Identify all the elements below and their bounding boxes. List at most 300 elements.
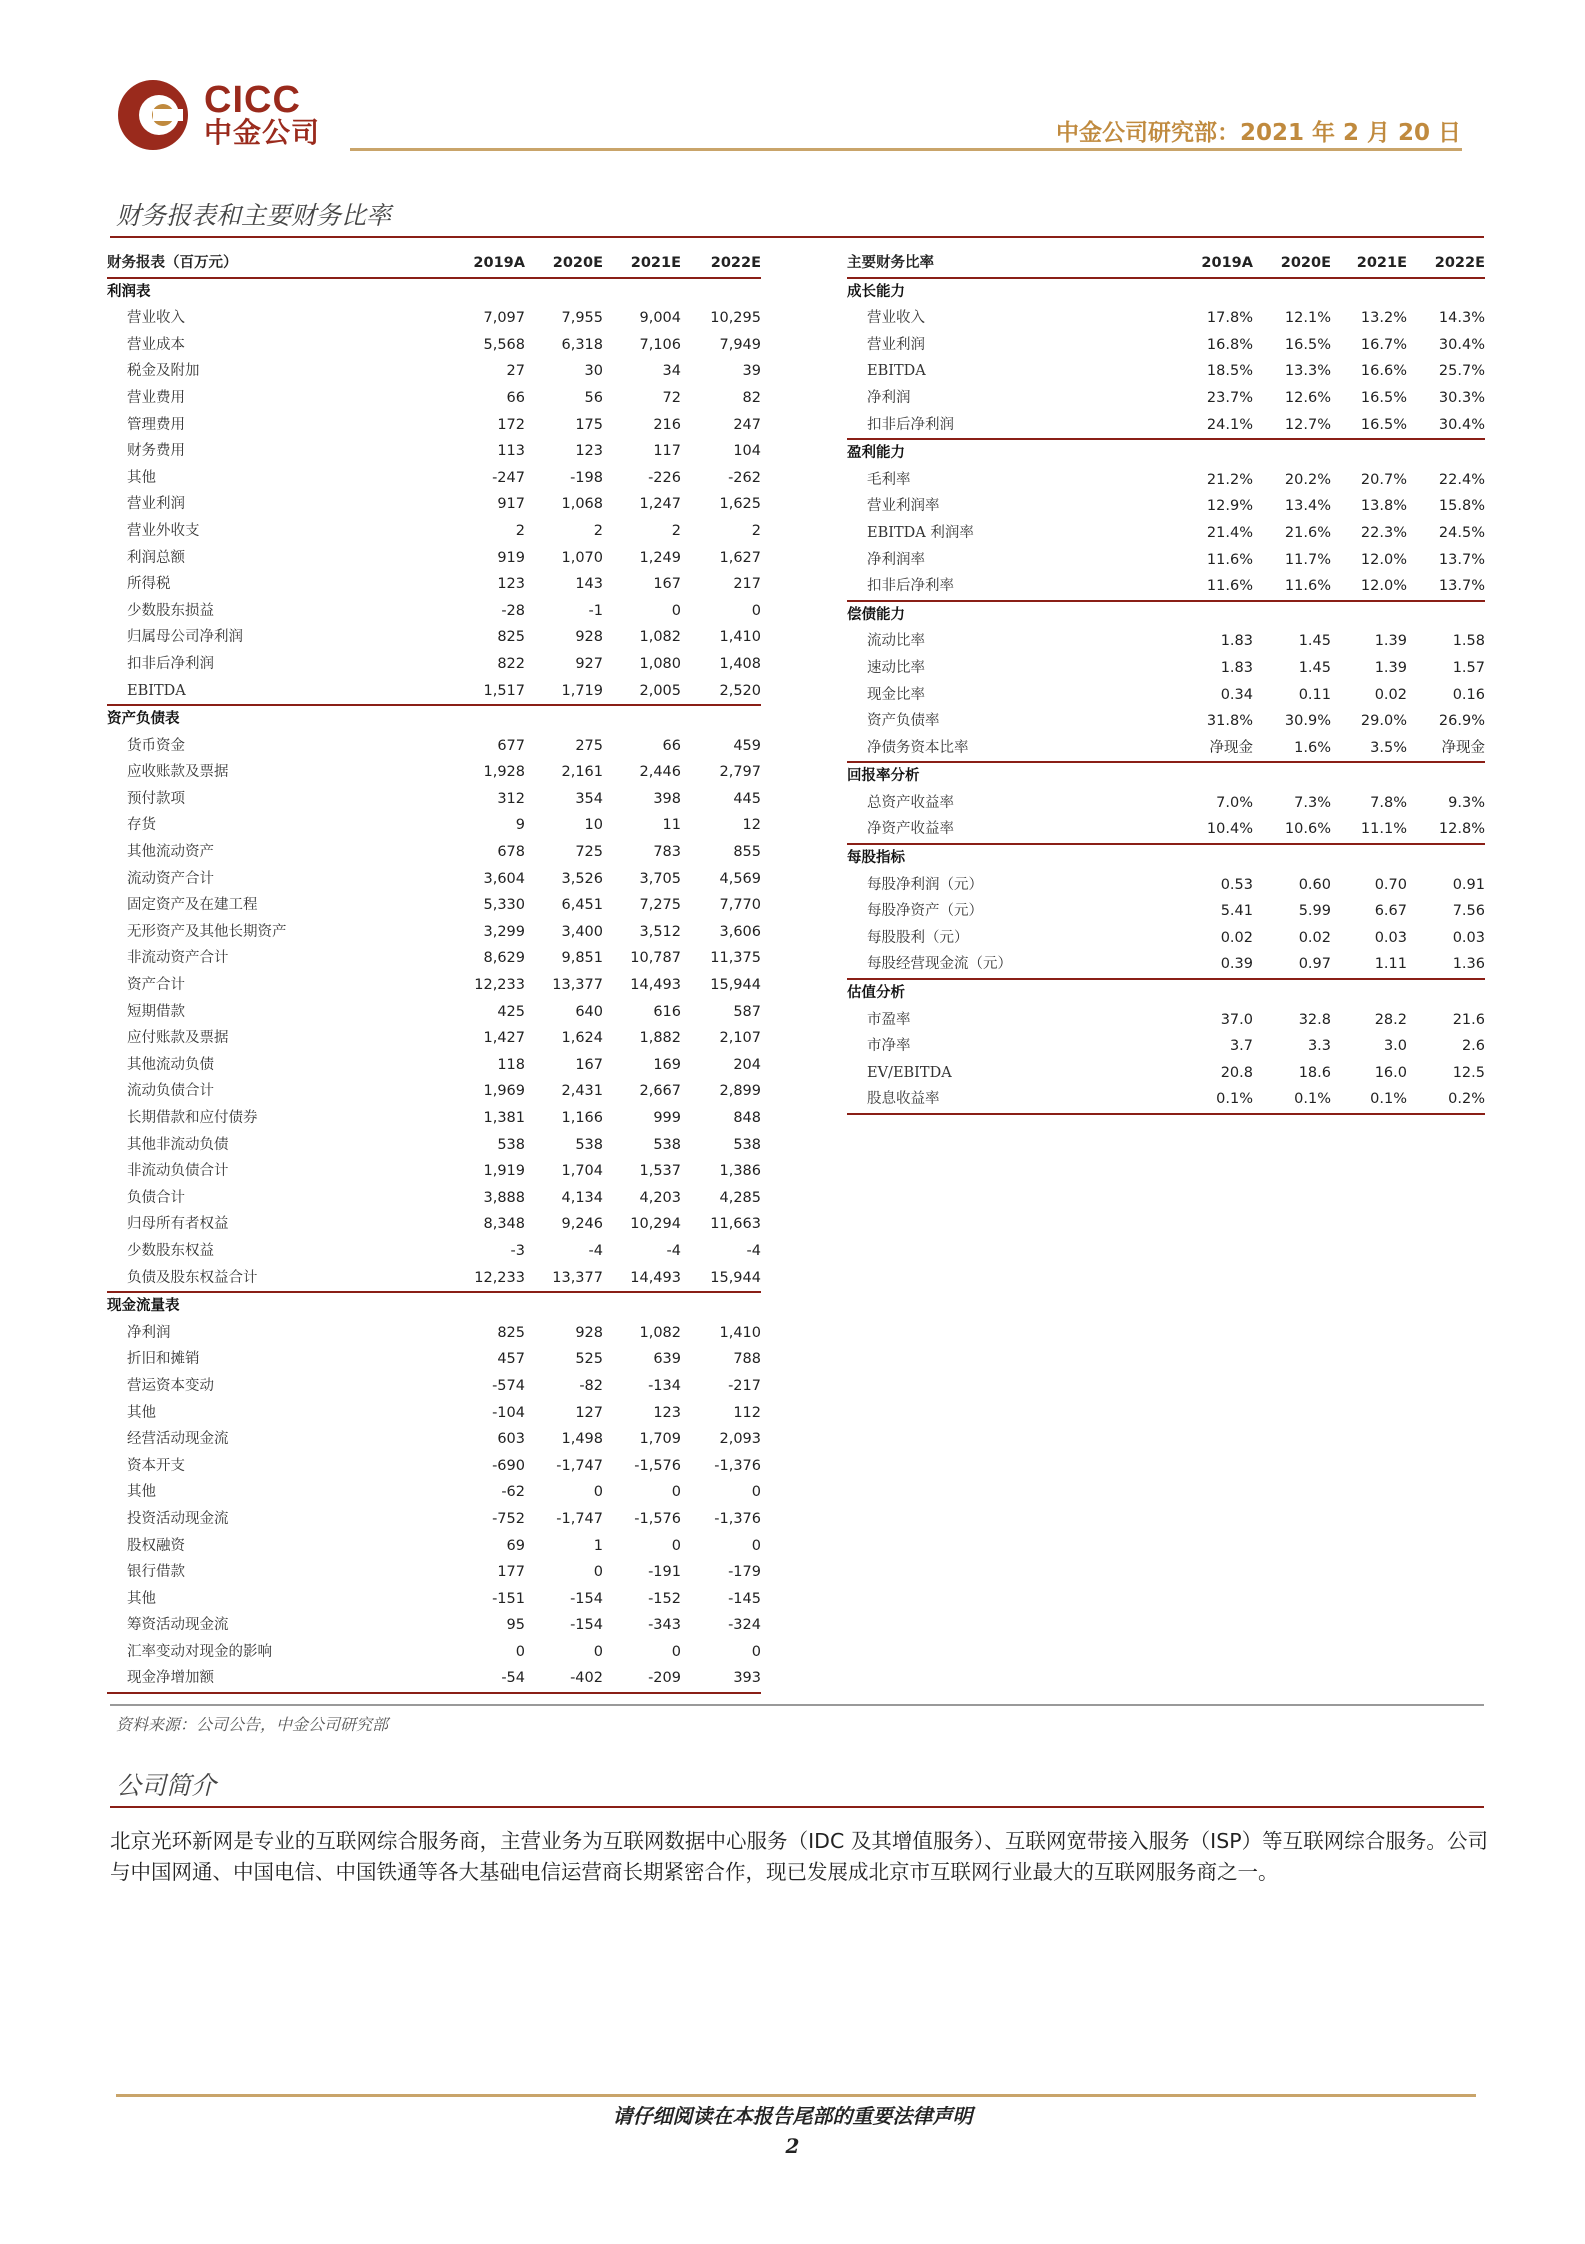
cell-value: 538 [733, 1136, 761, 1153]
cell-value: -1,376 [714, 1510, 761, 1527]
cell-value: 3,299 [483, 923, 525, 940]
table-row [847, 520, 1485, 547]
cell-value: 0 [671, 1537, 681, 1554]
row-label: 非流动资产合计 [127, 950, 229, 967]
cell-value: -690 [492, 1457, 525, 1474]
cell-value: 1,704 [561, 1163, 603, 1180]
table-row [107, 358, 761, 385]
cell-value: 0 [593, 1564, 603, 1581]
table-row [107, 1639, 761, 1666]
row-label: 流动资产合计 [127, 870, 214, 887]
cell-value: 10 [584, 817, 603, 834]
table-row [847, 735, 1485, 763]
cell-value: -152 [648, 1590, 681, 1607]
cell-value: 445 [733, 790, 761, 807]
cell-value: 1,410 [719, 629, 761, 646]
cell-value: 66 [506, 389, 525, 406]
cell-value: 13.7% [1438, 551, 1485, 568]
row-label: 货币资金 [127, 737, 185, 754]
cell-value: -226 [648, 469, 681, 486]
cell-value: 18.5% [1206, 363, 1253, 380]
table-row [107, 1158, 761, 1185]
cell-value: 2,161 [561, 764, 603, 781]
table-section-row [107, 705, 761, 733]
row-label: 汇率变动对现金的影响 [127, 1643, 272, 1660]
row-label: 市盈率 [867, 1011, 911, 1028]
cell-value: 14,493 [603, 1265, 681, 1293]
cell-value: 7.3% [1294, 794, 1331, 811]
cell-value: 25.7% [1438, 363, 1485, 380]
table-section-row [847, 762, 1485, 790]
cell-value: 1,627 [719, 549, 761, 566]
financial-statements-table [107, 250, 761, 1694]
cell-value: 459 [733, 737, 761, 754]
row-label: 负债及股东权益合计 [107, 1265, 447, 1293]
cell-value: 5,330 [483, 897, 525, 914]
cell-value: 1,498 [561, 1431, 603, 1448]
table-row [107, 972, 761, 999]
cell-value: -1,747 [556, 1457, 603, 1474]
cell-value: 69 [506, 1537, 525, 1554]
cell-value: 855 [733, 844, 761, 861]
table-row [847, 872, 1485, 899]
table-row [107, 1185, 761, 1212]
table-row [847, 925, 1485, 952]
row-label: 长期借款和应付债券 [127, 1110, 258, 1126]
table-row [107, 1665, 761, 1693]
cell-value: 29.0% [1360, 713, 1407, 730]
year-header: 2021E [603, 250, 681, 278]
cell-value: 603 [497, 1431, 525, 1448]
row-label: 折旧和摊销 [127, 1351, 200, 1368]
row-label: 资产合计 [127, 977, 185, 994]
cell-value: 24.1% [1175, 412, 1253, 440]
table-row [107, 1559, 761, 1586]
section-label: 资产负债表 [107, 710, 180, 728]
cell-value: -3 [510, 1242, 525, 1259]
cell-value: 9,246 [561, 1216, 603, 1233]
cell-value: 1,381 [483, 1110, 525, 1126]
table-row [847, 385, 1485, 412]
table-row [107, 1426, 761, 1453]
cell-value: 39 [742, 363, 761, 380]
cell-value: 6.67 [1374, 903, 1407, 920]
cell-value: 677 [497, 737, 525, 754]
table-row [847, 412, 1485, 440]
row-label: 净利润 [867, 389, 911, 406]
row-label: 银行借款 [127, 1564, 185, 1581]
cell-value: 1,247 [639, 496, 681, 513]
cell-value: 7,275 [639, 897, 681, 914]
cell-value: 净现金 [1175, 735, 1253, 763]
row-label: 负债合计 [127, 1189, 185, 1206]
table-row [107, 1132, 761, 1159]
cell-value: 34 [662, 363, 681, 380]
cell-value: 7,097 [483, 310, 525, 327]
row-label: 净利润 [127, 1324, 171, 1341]
cell-value: 3,512 [639, 923, 681, 940]
fin-section-divider [110, 236, 1484, 238]
cell-value: 11.6% [1206, 551, 1253, 568]
table-row [107, 1320, 761, 1347]
row-label: 每股股利（元） [867, 929, 969, 946]
table-row [107, 305, 761, 332]
cell-value: 2,446 [639, 764, 681, 781]
cell-value: 8,348 [483, 1216, 525, 1233]
logo-text-en: CICC [204, 79, 301, 121]
year-header: 2019A [1175, 250, 1253, 278]
cell-value: 11,663 [710, 1216, 761, 1233]
cell-value: -198 [570, 469, 603, 486]
cell-value: 112 [733, 1404, 761, 1421]
cell-value: 0.02 [1374, 686, 1407, 703]
cell-value: 11 [662, 817, 681, 834]
cell-value: 3.5% [1331, 735, 1407, 763]
cell-value: 0 [671, 1643, 681, 1660]
cell-value: 2 [671, 522, 681, 539]
cell-value: 3,606 [719, 923, 761, 940]
row-label: 其他流动负债 [127, 1056, 214, 1073]
cell-value: 30.4% [1438, 336, 1485, 353]
cell-value: 0 [593, 1484, 603, 1501]
cell-value: -752 [492, 1510, 525, 1527]
row-label: 流动负债合计 [127, 1083, 214, 1100]
cell-value: 2,093 [719, 1431, 761, 1448]
table-row [107, 839, 761, 866]
cell-value: 0.60 [1298, 876, 1331, 893]
cell-value: 825 [497, 629, 525, 646]
table-section-row [847, 278, 1485, 306]
cell-value: 1.6% [1253, 735, 1331, 763]
cell-value: 6,451 [561, 897, 603, 914]
cell-value: 10.6% [1253, 816, 1331, 844]
table-row [847, 573, 1485, 601]
cell-value: 0.16 [1452, 686, 1485, 703]
cell-value: 21.6 [1452, 1011, 1485, 1028]
cell-value: 928 [575, 629, 603, 646]
table-row [847, 467, 1485, 494]
table-row [107, 999, 761, 1026]
cell-value: 393 [681, 1665, 761, 1693]
cell-value: 1,625 [719, 496, 761, 513]
cell-value: 725 [575, 844, 603, 861]
row-label: 现金净增加额 [107, 1665, 447, 1693]
cell-value: 0.39 [1175, 951, 1253, 979]
cell-value: 0.11 [1298, 686, 1331, 703]
source-divider [110, 1704, 1484, 1706]
cell-value: 172 [497, 416, 525, 433]
cell-value: 640 [575, 1003, 603, 1020]
cell-value: 1,537 [639, 1163, 681, 1180]
cell-value: 11,375 [710, 950, 761, 967]
table-row [107, 892, 761, 919]
cell-value: 12.0% [1360, 551, 1407, 568]
table-row [107, 733, 761, 760]
cell-value: -209 [603, 1665, 681, 1693]
table-row [107, 1612, 761, 1639]
cell-value: 169 [653, 1056, 681, 1073]
cell-value: 56 [584, 389, 603, 406]
cell-value: 27 [506, 363, 525, 380]
row-label: 总资产收益率 [867, 794, 954, 811]
cell-value: 167 [575, 1056, 603, 1073]
cell-value: 21.6% [1284, 524, 1331, 541]
cell-value: -154 [570, 1617, 603, 1634]
cell-value: 12 [742, 817, 761, 834]
row-label: 股息收益率 [847, 1086, 1175, 1114]
cell-value: 82 [742, 389, 761, 406]
cell-value: 1.58 [1452, 633, 1485, 650]
cell-value: 204 [733, 1056, 761, 1073]
cell-value: 1,517 [447, 678, 525, 706]
cell-value: 0.91 [1452, 876, 1485, 893]
row-label: 应收账款及票据 [127, 764, 229, 781]
row-label: 营业收入 [127, 310, 185, 327]
cell-value: 0.1% [1331, 1086, 1407, 1114]
row-label: 财务费用 [127, 443, 185, 460]
cell-value: 12,233 [474, 977, 525, 994]
cell-value: 0 [671, 602, 681, 619]
table-row [847, 628, 1485, 655]
cell-value: 13.7% [1407, 573, 1485, 601]
table-row [107, 786, 761, 813]
cell-value: -54 [447, 1665, 525, 1693]
cell-value: 1 [593, 1537, 603, 1554]
cell-value: 117 [653, 443, 681, 460]
row-label: 其他 [127, 1404, 156, 1421]
row-label: 现金比率 [867, 686, 925, 703]
table-row [107, 518, 761, 545]
row-label: 流动比率 [867, 633, 925, 650]
table-section-row [107, 1292, 761, 1320]
cell-value: 11.7% [1284, 551, 1331, 568]
section-label: 现金流量表 [107, 1297, 180, 1315]
cell-value: 104 [733, 443, 761, 460]
cell-value: 12.6% [1284, 389, 1331, 406]
cell-value: 0.1% [1175, 1086, 1253, 1114]
cell-value: -151 [492, 1590, 525, 1607]
table-row [107, 651, 761, 678]
year-header: 2022E [1407, 250, 1485, 278]
cell-value: -104 [492, 1404, 525, 1421]
row-label: EV/EBITDA [867, 1064, 952, 1081]
logo-text-cn: 中金公司 [204, 116, 321, 149]
row-label: 每股净利润（元） [867, 876, 983, 893]
cell-value: 2,899 [719, 1083, 761, 1100]
row-label: 扣非后净利润 [127, 655, 214, 672]
cell-value: 1,709 [639, 1431, 681, 1448]
row-label: EBITDA [107, 678, 447, 706]
cell-value: 7,955 [561, 310, 603, 327]
cell-value: 12,233 [447, 1265, 525, 1293]
table-row [107, 1453, 761, 1480]
table-section-row [847, 844, 1485, 872]
row-label: 固定资产及在建工程 [127, 897, 258, 914]
year-header: 2019A [447, 250, 525, 278]
cell-value: 1.36 [1407, 951, 1485, 979]
cell-value: 0 [751, 1484, 761, 1501]
cell-value: 0.97 [1253, 951, 1331, 979]
row-label: 归属母公司净利润 [127, 629, 243, 646]
cell-value: 4,134 [561, 1189, 603, 1206]
cell-value: 2.6 [1461, 1038, 1485, 1055]
cell-value: 净现金 [1407, 735, 1485, 763]
cell-value: 22.3% [1360, 524, 1407, 541]
cell-value: 999 [653, 1110, 681, 1126]
table-row [107, 1211, 761, 1238]
fin-section-title: 财务报表和主要财务比率 [116, 201, 392, 230]
row-label: 营业成本 [127, 336, 185, 353]
cell-value: 175 [575, 416, 603, 433]
cell-value: 127 [575, 1404, 603, 1421]
cell-value: 1,068 [561, 496, 603, 513]
cell-value: 538 [653, 1136, 681, 1153]
table-section-row [847, 601, 1485, 629]
cell-value: 16.5% [1360, 389, 1407, 406]
table-header-row [847, 250, 1485, 278]
cell-value: 11.6% [1175, 573, 1253, 601]
table-heading: 财务报表（百万元） [107, 250, 447, 278]
cell-value: 927 [575, 655, 603, 672]
cell-value: -4 [666, 1242, 681, 1259]
cell-value: 18.6 [1298, 1064, 1331, 1081]
cell-value: 16.7% [1360, 336, 1407, 353]
year-header: 2021E [1331, 250, 1407, 278]
cell-value: -134 [648, 1377, 681, 1394]
row-label: 速动比率 [867, 659, 925, 676]
cell-value: 24.5% [1438, 524, 1485, 541]
table-row [847, 332, 1485, 359]
table-row [847, 1060, 1485, 1087]
cell-value: 12.1% [1284, 310, 1331, 327]
cell-value: 0.03 [1452, 929, 1485, 946]
row-label: 扣非后净利率 [847, 573, 1175, 601]
cell-value: -154 [570, 1590, 603, 1607]
cell-value: 123 [653, 1404, 681, 1421]
table-row [107, 1400, 761, 1427]
cell-value: 30.9% [1284, 713, 1331, 730]
cell-value: 1.39 [1374, 659, 1407, 676]
cell-value: 28.2 [1374, 1011, 1407, 1028]
table-row [107, 678, 761, 706]
cell-value: 3.7 [1229, 1038, 1253, 1055]
cell-value: 30.3% [1438, 389, 1485, 406]
cell-value: 16.6% [1360, 363, 1407, 380]
intro-section-divider [110, 1806, 1484, 1808]
cell-value: 788 [733, 1351, 761, 1368]
cell-value: 354 [575, 790, 603, 807]
cell-value: 1,082 [639, 1324, 681, 1341]
cell-value: 0.2% [1407, 1086, 1485, 1114]
header-divider [350, 148, 1462, 151]
row-label: 营业费用 [127, 389, 185, 406]
table-row [107, 1373, 761, 1400]
cell-value: 0.34 [1220, 686, 1253, 703]
row-label: 营运资本变动 [127, 1377, 214, 1394]
cell-value: -217 [728, 1377, 761, 1394]
row-label: 营业利润 [867, 336, 925, 353]
cell-value: 1,919 [483, 1163, 525, 1180]
row-label: 短期借款 [127, 1003, 185, 1020]
table-row [847, 655, 1485, 682]
intro-paragraph: 北京光环新网是专业的互联网综合服务商，主营业务为互联网数据中心服务（IDC 及其增值服务）、互联网宽带接入服务（ISP）等互联网综合服务。公司与中国网通、中国电信、中国铁通等各大基础电信运营商长期紧密合作，现已发展成北京市互联网行业最大的互联网服务商之一。 [110, 1829, 1488, 1884]
cell-value: 10,787 [630, 950, 681, 967]
cell-value: 7,770 [719, 897, 761, 914]
cell-value: 312 [497, 790, 525, 807]
row-label: 少数股东权益 [127, 1242, 214, 1259]
cell-value: 1.45 [1298, 659, 1331, 676]
cell-value: 822 [497, 655, 525, 672]
row-label: 利润总额 [127, 549, 185, 566]
cell-value: 2 [515, 522, 525, 539]
cell-value: 639 [653, 1351, 681, 1368]
cell-value: -62 [501, 1484, 525, 1501]
cell-value: -402 [525, 1665, 603, 1693]
page-number: 2 [785, 2134, 800, 2158]
cell-value: -1,576 [634, 1457, 681, 1474]
cell-value: 2,797 [719, 764, 761, 781]
cell-value: 2,520 [681, 678, 761, 706]
section-label: 回报率分析 [847, 767, 920, 785]
cell-value: 66 [662, 737, 681, 754]
table-row [107, 1238, 761, 1265]
row-label: 预付款项 [127, 790, 185, 807]
cell-value: -82 [579, 1377, 603, 1394]
table-row [107, 571, 761, 598]
cell-value: -1,747 [556, 1510, 603, 1527]
table-row [107, 412, 761, 439]
cell-value: 3,400 [561, 923, 603, 940]
table-row [847, 708, 1485, 735]
financial-ratios-table [847, 250, 1485, 1115]
cell-value: 538 [575, 1136, 603, 1153]
cell-value: 5.99 [1298, 903, 1331, 920]
cell-value: 275 [575, 737, 603, 754]
cell-value: 0.02 [1220, 929, 1253, 946]
cell-value: 1,928 [483, 764, 525, 781]
table-row [107, 1586, 761, 1613]
cell-value: 113 [497, 443, 525, 460]
cell-value: 1,408 [719, 655, 761, 672]
table-row [847, 493, 1485, 520]
cell-value: 917 [497, 496, 525, 513]
table-row [847, 951, 1485, 979]
row-label: 其他 [127, 1590, 156, 1607]
cell-value: 95 [506, 1617, 525, 1634]
cell-value: 216 [653, 416, 681, 433]
cell-value: 1,070 [561, 549, 603, 566]
cell-value: 3.0 [1383, 1038, 1407, 1055]
cell-value: 21.2% [1206, 471, 1253, 488]
cell-value: 11.6% [1253, 573, 1331, 601]
cell-value: 3.3 [1307, 1038, 1331, 1055]
cell-value: 0.03 [1374, 929, 1407, 946]
cell-value: 16.0 [1374, 1064, 1407, 1081]
cell-value: 118 [497, 1056, 525, 1073]
cell-value: 0.1% [1253, 1086, 1331, 1114]
cell-value: -1,576 [634, 1510, 681, 1527]
section-label: 估值分析 [847, 984, 905, 1002]
cell-value: 1,624 [561, 1030, 603, 1047]
cell-value: 1,080 [639, 655, 681, 672]
cell-value: -574 [492, 1377, 525, 1394]
table-row [107, 945, 761, 972]
cell-value: 538 [497, 1136, 525, 1153]
row-label: 其他非流动负债 [127, 1136, 229, 1153]
cell-value: 0 [593, 1643, 603, 1660]
cell-value: 12.5 [1452, 1064, 1485, 1081]
row-label: 股权融资 [127, 1537, 185, 1554]
